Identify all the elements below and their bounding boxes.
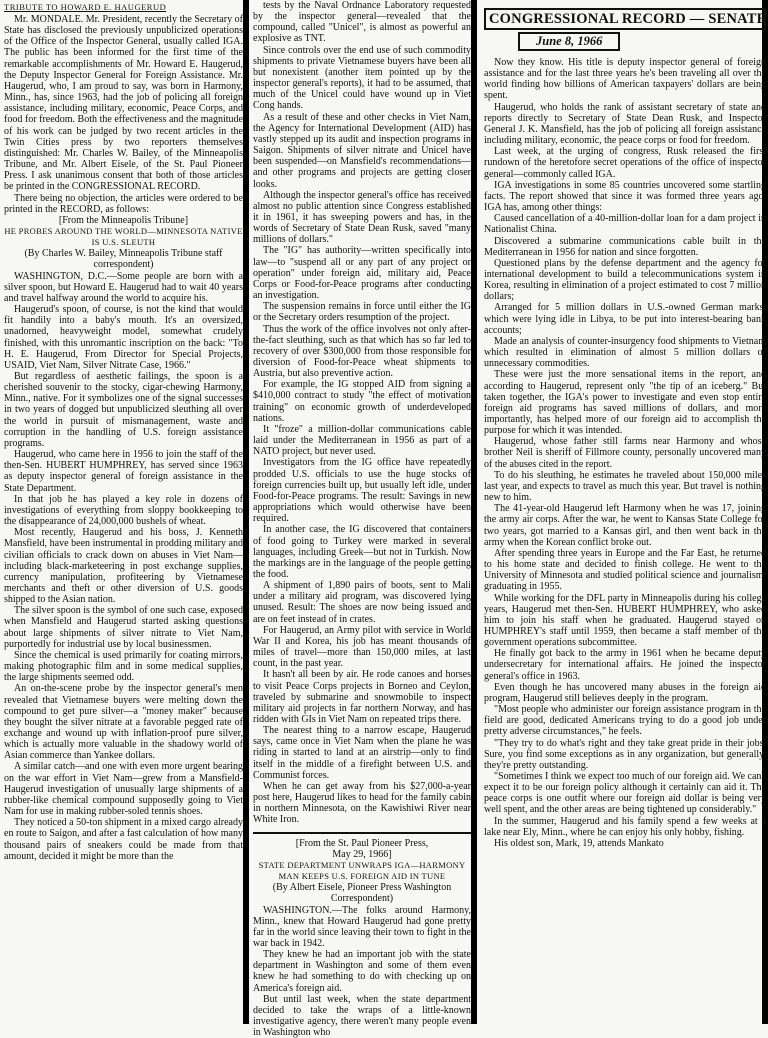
paragraph: It hasn't all been by air. He rode canoes and horses to visit Peace Corps projects in Borneo and Ceylon, traveled by submarine and snowmobile to inspect military aid projects in far northern Norway, and has ridden with GIs in Viet Nam on repeated trips there. bbox=[253, 669, 471, 725]
section-heading: TRIBUTE TO HOWARD E. HAUGERUD bbox=[4, 2, 167, 12]
paragraph: Haugerud, who came here in 1956 to join the staff of the then-Sen. HUBERT HUMPHREY, has served since 1963 as deputy inspector general of foreign assistance in the State Department. bbox=[4, 449, 243, 494]
paragraph: "Most people who administer our foreign assistance program in the field are good, dedicated Americans trying to do a good job under pretty adverse circumstances," he feels. bbox=[484, 704, 766, 738]
paragraph: WASHINGTON, D.C.—Some people are born with a silver spoon, but Howard E. Haugerud had to wait 40 years and travel halfway around the world to acquire his. bbox=[4, 270, 243, 304]
paragraph: While working for the DFL party in Minneapolis during his college years, Haugerud met then-Sen. HUBERT HUMPHREY, who asked him to join his staff when he graduated. Haugerud stayed on HUMPHREY's staff until 1959, then became a staff member of the government operations subcommittee. bbox=[484, 592, 766, 649]
paragraph: An on-the-scene probe by the inspector general's men revealed that Vietnamese buyers were melting down the compound to get pure silver—a "money maker" because they bought the silver nitrate at a favorable pegged rate of exchange and wound up with inflation-proof pure silver, which is actually more valuable in the shadowy world of Asian commerce than Yankee dollars. bbox=[4, 683, 243, 762]
paragraph: The nearest thing to a narrow escape, Haugerud says, came once in Viet Nam when the plane he was riding in started to land at an airstrip—only to find itself in the middle of a firefight between U.S. and Communist forces. bbox=[253, 725, 471, 781]
paragraph: "They try to do what's right and they take great pride in their jobs. Sure, you find some exceptions as in any organization, but generally, they're pretty outstanding. bbox=[484, 737, 766, 771]
paragraph: These were just the more sensational items in the report, and according to Haugerud, represent only "the tip of an iceberg." But taken together, the IGA's power to investigate and even stop entire foreign aid programs has saved millions of dollars, and more importantly, has helped more of our foreign aid to accomplish the purpose for which it was intended. bbox=[484, 369, 766, 437]
paragraph: "Sometimes I think we expect too much of our foreign aid. We can't expect it to be our foreign policy although it certainly can aid it. The peace corps is one outfit where our foreign aid dollar is being very well spent, and the other areas are being tightened up considerably." bbox=[484, 771, 766, 816]
paragraph: Haugerud, who holds the rank of assistant secretary of state and reports directly to Secretary of State Dean Rusk, and Inspector General J. K. Mansfield, has the job of policing all foreign assistance including military, economic, the peace corps or food for freedom. bbox=[484, 101, 766, 147]
paragraph: WASHINGTON.—The folks around Harmony, Minn., knew that Howard Haugerud had gone pretty far in the world since leaving their town to fight in the war back in 1942. bbox=[253, 904, 471, 949]
paragraph: Haugerud's spoon, of course, is not the kind that would fit handily into a baby's mouth. It's an oversized, unadorned, heavyweight model, somewhat crudely finished, with this unromantic inscription on the back: "To H. E. Haugerud, From Director for Special Projects, USAID, Viet Nam, Silver Nitrate Case, 1966." bbox=[4, 304, 243, 371]
paragraph: The "IG" has authority—written specifically into law—to "suspend all or any part of any project or operation" under foreign aid, military aid, Peace Corps or Food-for-Peace programs after conducting an investigation. bbox=[253, 245, 471, 302]
paragraph: But until last week, when the state department decided to take the wraps of a little-known investigative agency, there weren't many people even in Washington who bbox=[253, 993, 471, 1038]
paragraph: The 41-year-old Haugerud left Harmony when he was 17, joining the army air corps. After the war, he went to Kansas State College for two years, got married to a Kansas girl, and then went back in the army when the Korean conflict broke out. bbox=[484, 503, 766, 548]
paragraph: In the summer, Haugerud and his family spend a few weeks at a lake near Ely, Minn., where he can enjoy his only hobby, fishing. bbox=[484, 815, 766, 838]
paragraph: Now they know. His title is deputy inspector general of foreign assistance and for the last three years he's been traveling all over the world finding how billions of American taxpayers' dollars are being spent. bbox=[484, 57, 766, 102]
right-column bbox=[476, 0, 768, 1024]
paragraph: Thus the work of the office involves not only after-the-fact sleuthing, such as that which has so far led to recovery of over $300,000 from those responsible for diversion of Food-for-Peace wheat shipments to Austria, but also preventive action. bbox=[253, 323, 471, 380]
paragraph: When he can get away from his $27,000-a-year post here, Haugerud likes to head for the family cabin in northern Minnesota, on the Kawishiwi River near White Iron. bbox=[253, 780, 471, 826]
paragraph: In another case, the IG discovered that containers of food going to Turkey were marked in several languages, including Greek—but not in Turkish. Now the markings are in the language of the people getting the food. bbox=[253, 524, 471, 580]
paragraph: For Haugerud, an Army pilot with service in World War II and Korea, his job has meant thousands of miles of travel—more than 150,000 miles, at last count, in the past year. bbox=[253, 624, 471, 670]
paragraph: Discovered a submarine communications cable built in the Mediterranean in 1956 for nation and since forgotten. bbox=[484, 235, 766, 258]
article-byline: (By Albert Eisele, Pioneer Press Washington Correspondent) bbox=[272, 882, 452, 905]
paragraph: tests by the Naval Ordnance Laboratory requested by the inspector general—revealed that the compound, called "Unicel", is almost as powerful an explosive as TNT. bbox=[253, 0, 471, 45]
paragraph: Questioned plans by the defense department and the agency for international development to build a telecommunications system in Korea, resulting in elimination of a project estimated to cost 7 million dollars; bbox=[484, 257, 766, 303]
paragraph: The suspension remains in force until either the IG or the Secretary orders resumption of the project. bbox=[253, 301, 471, 324]
paragraph: The silver spoon is the symbol of one such case, exposed when Mansfield and Haugerud started asking questions about large shipments of silver nitrate to Viet Nam, purportedly for industrial use by local businessmen. bbox=[4, 605, 243, 650]
paragraph: They knew he had an important job with the state department in Washington and some of them even knew he had something to do with checking up on America's foreign aid. bbox=[253, 949, 471, 994]
article-headline: STATE DEPARTMENT UNWRAPS IGA—HARMONY MAN KEEPS U.S. FOREIGN AID IN TUNE bbox=[258, 859, 466, 882]
paragraph: For example, the IG stopped AID from signing a $410,000 contract to study "the effect of motivation training" on economic growth of underdeveloped nations. bbox=[253, 379, 471, 424]
paragraph: He finally got back to the army in 1961 when he became deputy undersecretary for international affairs. He joined the inspector general's office in 1963. bbox=[484, 648, 766, 682]
paragraph: A similar catch—and one with even more urgent bearing on the war effort in Viet Nam—grew from a Mansfield-Haugerud investigation of unusually large shipments of a rubber-like chemical compound supposedly going to Viet Nam for use in making rubber-soled tennis shoes. bbox=[4, 761, 243, 818]
paragraph: IGA investigations in some 85 countries uncovered some startling facts. The report showed that since it was formed three years ago, IGA has, among other things: bbox=[484, 179, 766, 214]
paragraph: Last week, at the urging of congress, Rusk released the first rundown of the heretofore secret operations of the office of inspector general—commonly called IGA. bbox=[484, 146, 766, 180]
article-source: [From the St. Paul Pioneer Press, bbox=[295, 837, 429, 849]
paragraph: Most recently, Haugerud and his boss, J. Kenneth Mansfield, have been instrumental in prodding military and civilian officials to crack down on abuses in Viet Nam—including black-marketeering in post exchange supplies, currency manipulation, profiteering by Vietnamese merchants and theft or other diversion of U.S. goods shipped to the Asian nation. bbox=[4, 527, 243, 606]
paragraph: They noticed a 50-ton shipment in a mixed cargo already en route to Saigon, and after a fast calculation of how many thousand pairs of sneakers could be made from that amount, decided it might be more than the bbox=[4, 817, 243, 862]
article-headline: HE PROBES AROUND THE WORLD—MINNESOTA NATIVE IS U.S. SLEUTH bbox=[4, 225, 243, 248]
paragraph: Arranged for 5 million dollars in U.S.-owned German marks, which were lying idle in Libya, to be put into interest-bearing bank accounts; bbox=[484, 302, 766, 336]
paragraph: Since the chemical is used primarily for coating mirrors, making photographic film and in some medical supplies, the large shipments seemed odd. bbox=[4, 649, 243, 684]
paragraph: Since controls over the end use of such commodity shipments to private Vietnamese buyers have been all but nonexistent (another item pointed up by the inspector general's reports), it had to be assumed, that much of the Unicel could have wound up in Viet Cong hands. bbox=[253, 44, 471, 112]
middle-column bbox=[250, 0, 474, 1038]
paragraph: Even though he has uncovered many abuses in the foreign aid program, Haugerud still believes deeply in the program. bbox=[484, 681, 766, 704]
paragraph: A shipment of 1,890 pairs of boots, sent to Mali under a military aid program, was discovered lying unused. Result: The shoes are now being issued and are on feet instead of in crates. bbox=[253, 580, 471, 625]
paragraph: His oldest son, Mark, 19, attends Mankato bbox=[494, 837, 664, 849]
paragraph: Caused cancellation of a 40-million-dollar loan for a dam project in Nationalist China. bbox=[484, 213, 766, 236]
paragraph: But regardless of aesthetic failings, the spoon is a cherished souvenir to the stocky, cigar-chewing Harmony, Minn., native. For it symbolizes one of the signal successes in two years of dogged but unpublicized sleuthing all over the world in pursuit of mismanagement, waste and corruption in the handling of U.S. foreign assistance programs. bbox=[4, 371, 243, 449]
article-source: [From the Minneapolis Tribune] bbox=[58, 214, 189, 226]
paragraph: It "froze" a million-dollar communications cable laid under the Mediterranean in 1956 as part of a NATO project, but never used. bbox=[253, 423, 471, 458]
article-byline: (By Charles W. Bailey, Minneapolis Tribune staff correspondent) bbox=[24, 248, 223, 271]
section-divider bbox=[253, 832, 471, 834]
article-source-date: May 29, 1966] bbox=[332, 848, 392, 860]
paragraph: Mr. MONDALE. Mr. President, recently the Secretary of State has disclosed the previously unpublicized operations of the Office of the Inspector General, usually called IGA. The public has been informed for the first time of the remarkable accomplishments of Mr. Howard E. Haugerud, the Deputy Inspector General for Foreign Assistance. Mr. Haugerud, who, I am proud to say, was born in Harmony, Minn., has, since 1963, had the job of policing all foreign assistance, including military, economic, Peace Corps, and food for freedom. Both the effectiveness and the magnitude of his work can be judged by two recent articles in the Twin Cities press by two reporters themselves distinguished: Mr. Charles W. Bailey, of the Minneapolis Tribune, and Mr. Albert Eisele, of the St. Paul Pioneer Press. I ask unanimous consent that both of those articles be printed in the CONGRESSIONAL RECORD. bbox=[4, 14, 243, 193]
paragraph: Although the inspector general's office has received almost no public attention since Congress established it in 1961, it has sweeping powers and has, in the words of Secretary of State Dean Rusk, saved "many millions of dollars." bbox=[253, 189, 471, 246]
publication-date: June 8, 1966 bbox=[518, 32, 620, 51]
publication-masthead: CONGRESSIONAL RECORD — SENATE bbox=[484, 8, 766, 30]
paragraph: Haugerud, whose father still farms near Harmony and whose brother Neil is sheriff of Fillmore county, personally uncovered many of the abuses cited in the report. bbox=[484, 436, 766, 470]
paragraph: In that job he has played a key role in dozens of investigations of everything from sloppy bookkeeping to the disappearance of 24,000,000 bushels of wheat. bbox=[4, 493, 243, 528]
left-column bbox=[0, 0, 246, 1024]
paragraph: To do his sleuthing, he estimates he traveled about 150,000 miles last year, and expects to travel as much this year. But travel is nothing new to him. bbox=[484, 469, 766, 504]
paragraph: After spending three years in Europe and the Far East, he returned to his home state and decided to finish college. He went to the University of Minnesota and studied political science and journalism, graduating in 1955. bbox=[484, 547, 766, 593]
paragraph: As a result of these and other checks in Viet Nam, the Agency for International Development (AID) has vastly stepped up its audit and inspection programs in Saigon. Shipments of silver nitrate and Unicel have been suspended—on Mansfield's recommendations—and other programs and projects are getting closer looks. bbox=[253, 111, 471, 190]
paragraph: There being no objection, the articles were ordered to be printed in the RECORD, as follows: bbox=[4, 192, 243, 215]
paragraph: Made an analysis of counter-insurgency food shipments to Vietnam which resulted in elimination of almost 5 million dollars of unnecessary commodities. bbox=[484, 335, 766, 370]
paragraph: Investigators from the IG office have repeatedly prodded U.S. officials to use the huge stocks of foreign currencies built up, but usually left idle, under Food-for-Peace programs. The result: Savings in new appropriations which would otherwise have been required. bbox=[253, 457, 471, 525]
